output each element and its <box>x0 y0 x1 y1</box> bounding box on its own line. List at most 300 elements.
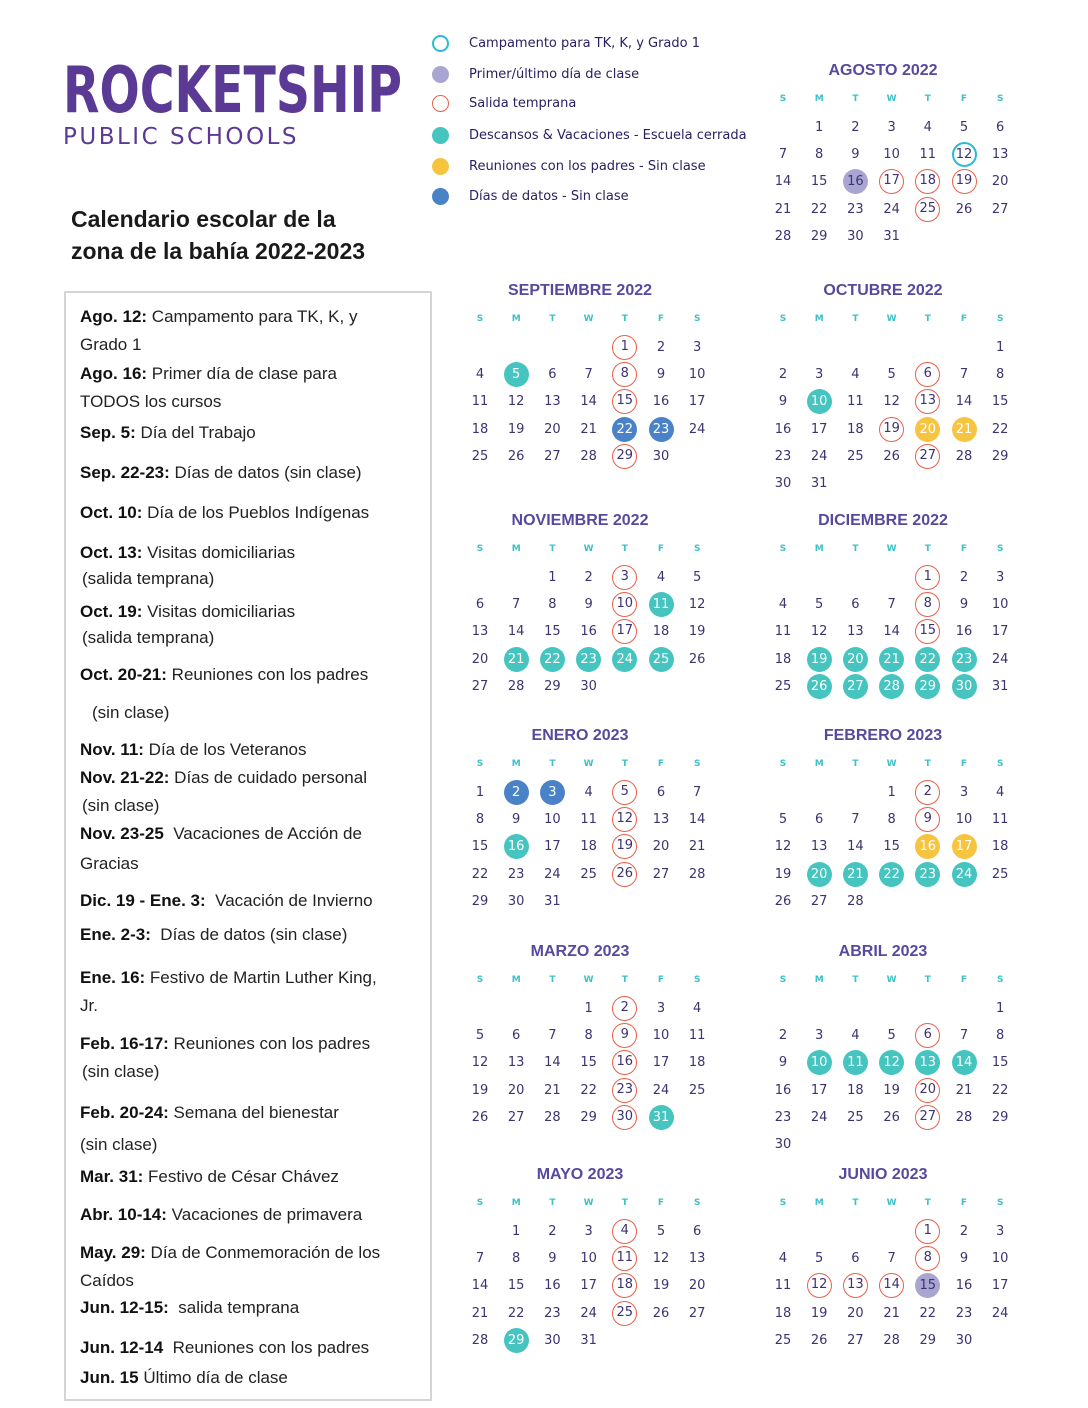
calendar-day: 27 <box>507 1109 525 1125</box>
event-date: Ene. 16: <box>80 968 146 987</box>
calendar-day: 1 <box>475 785 485 800</box>
month-title: ABRIL 2023 <box>838 943 928 960</box>
calendar-day: 17 <box>991 1278 1009 1294</box>
calendar-day: 14 <box>471 1278 489 1294</box>
calendar-day: 21 <box>688 839 706 855</box>
calendar-day: 1 <box>584 1001 593 1016</box>
weekday-header: T <box>549 314 556 324</box>
calendar-day-break: 24 <box>952 862 977 887</box>
calendar-day: 12 <box>774 839 792 855</box>
calendar-day: 17 <box>991 624 1009 640</box>
calendar-day: 9 <box>656 367 666 383</box>
calendar-day: 10 <box>955 812 973 828</box>
calendar-day: 24 <box>991 651 1009 667</box>
calendar-day: 7 <box>584 367 593 383</box>
calendar-day: 26 <box>471 1109 489 1125</box>
event-description: Visitas domiciliarias <box>142 543 296 562</box>
event-description: Día del Trabajo <box>135 423 256 442</box>
calendar-day: 1 <box>512 1224 521 1239</box>
calendar-day: 2 <box>656 340 666 355</box>
event-continuation: (sin clase) <box>92 703 170 722</box>
calendar-day-early: 15 <box>915 619 940 644</box>
calendar-day-early: 2 <box>612 996 637 1021</box>
weekday-header: W <box>886 544 897 554</box>
weekday-header: S <box>476 1198 484 1208</box>
calendar-day: 29 <box>991 448 1009 464</box>
calendar-day: 2 <box>959 570 969 585</box>
weekday-header: T <box>621 544 628 554</box>
calendar-day: 26 <box>652 1305 670 1321</box>
calendar-day: 23 <box>955 1305 973 1321</box>
calendar-day: 4 <box>996 785 1005 800</box>
event-date: Mar. 31: <box>80 1167 144 1186</box>
calendar-day: 7 <box>548 1028 557 1044</box>
event-item <box>80 1364 288 1392</box>
calendar-day: 22 <box>991 421 1009 437</box>
event-item <box>80 303 357 331</box>
calendar-day-early: 11 <box>612 1246 637 1271</box>
event-description: Día de Conmemoración de los <box>145 1243 381 1262</box>
weekday-header: W <box>583 1198 594 1208</box>
event-description: Vacación de Invierno <box>205 891 373 910</box>
calendar-day: 16 <box>955 624 973 640</box>
weekday-header: W <box>886 1198 897 1208</box>
calendar-day: 9 <box>959 1251 969 1267</box>
weekday-header: M <box>511 1198 521 1208</box>
weekday-header: W <box>886 975 897 985</box>
weekday-header: F <box>960 759 968 769</box>
calendar-day-early: 4 <box>612 1219 637 1244</box>
event-item <box>80 661 368 689</box>
calendar-day: 31 <box>991 678 1009 694</box>
calendar-day: 27 <box>471 678 489 694</box>
calendar-day: 6 <box>693 1224 702 1239</box>
calendar-day: 27 <box>810 893 828 909</box>
legend-label: Primer/último día de clase <box>469 67 640 82</box>
event-description: Días de datos (sin clase) <box>150 925 348 944</box>
calendar-day: 20 <box>652 839 670 855</box>
legend-swatch-break <box>432 127 449 144</box>
calendar-day: 21 <box>471 1305 489 1321</box>
calendar-day: 14 <box>774 174 792 190</box>
calendar-day: 10 <box>991 1251 1009 1267</box>
calendar-day: 13 <box>507 1055 525 1071</box>
legend-swatch-early <box>432 95 449 112</box>
weekday-header: W <box>583 975 594 985</box>
calendar-day: 20 <box>471 651 489 667</box>
legend-label: Descansos & Vacaciones - Escuela cerrada <box>469 128 747 143</box>
calendar-day: 31 <box>883 228 900 244</box>
calendar-day: 21 <box>883 1305 900 1321</box>
calendar-day-data: 23 <box>649 417 674 442</box>
event-item <box>80 1239 380 1267</box>
calendar-day-break: 14 <box>952 1050 977 1075</box>
calendar-day-early: 27 <box>915 444 940 469</box>
calendar-day-early: 14 <box>879 1273 904 1298</box>
calendar-day-break: 23 <box>952 647 977 672</box>
weekday-header: W <box>583 759 594 769</box>
weekday-header: T <box>924 314 931 324</box>
weekday-header: F <box>657 314 665 324</box>
weekday-header: W <box>583 544 594 554</box>
weekday-header: M <box>814 94 824 104</box>
calendar-day: 27 <box>652 866 670 882</box>
weekday-header: S <box>996 94 1004 104</box>
event-continuation: (sin clase) <box>82 796 160 815</box>
weekday-header: S <box>476 975 484 985</box>
calendar-day: 5 <box>815 1251 824 1267</box>
calendar-day: 28 <box>774 228 792 244</box>
calendar-day: 12 <box>507 394 525 410</box>
calendar-day-early: 8 <box>915 592 940 617</box>
calendar-day: 19 <box>688 624 706 640</box>
event-date: Ene. 2-3: <box>80 925 151 944</box>
title-line-1: Calendario escolar de la <box>71 206 336 232</box>
event-description: Campamento para TK, K, y <box>147 307 358 326</box>
event-item <box>80 1334 369 1362</box>
calendar-day: 24 <box>580 1305 597 1321</box>
calendar-day: 13 <box>471 624 489 640</box>
weekday-header: S <box>996 314 1004 324</box>
calendar-day: 15 <box>810 174 828 190</box>
event-date: Sep. 5: <box>80 423 136 442</box>
calendar-day-break: 23 <box>576 647 601 672</box>
calendar-day: 5 <box>475 1028 485 1044</box>
event-description: Vacaciones de primavera <box>166 1205 363 1224</box>
calendar-day: 18 <box>774 1305 792 1321</box>
calendar-day: 11 <box>774 1278 792 1294</box>
legend-item-firstlast <box>432 66 639 83</box>
calendar-day: 4 <box>778 597 788 613</box>
calendar-day: 3 <box>959 785 969 800</box>
weekday-header: S <box>693 759 701 769</box>
calendar-day: 26 <box>883 448 900 464</box>
calendar-day: 4 <box>923 120 932 135</box>
calendar-day: 11 <box>688 1028 706 1044</box>
calendar-day: 30 <box>544 1332 561 1348</box>
calendar-day: 3 <box>887 120 896 135</box>
calendar-day-break: 31 <box>649 1105 674 1130</box>
calendar-day-break: 5 <box>504 362 529 387</box>
calendar-day: 11 <box>991 812 1009 828</box>
calendar-day: 5 <box>887 1028 896 1044</box>
calendar-day: 26 <box>955 201 973 217</box>
event-continuation: Grado 1 <box>80 335 142 354</box>
weekday-header: T <box>549 1198 556 1208</box>
weekday-header: T <box>924 544 931 554</box>
event-description: Reuniones con los padres <box>168 1034 371 1053</box>
calendar-day-data: 22 <box>612 417 637 442</box>
calendar-day: 6 <box>656 785 666 800</box>
calendar-day: 15 <box>991 1055 1009 1071</box>
calendar-day: 4 <box>475 367 485 383</box>
calendar-day: 11 <box>847 394 864 410</box>
event-date: Feb. 16-17: <box>80 1034 169 1053</box>
calendar-day: 5 <box>693 570 702 585</box>
calendar-day-early: 2 <box>915 780 940 805</box>
calendar-day: 1 <box>548 570 557 585</box>
event-continuation: Gracias <box>80 854 139 873</box>
calendar-day: 18 <box>580 839 597 855</box>
calendar-day-break: 21 <box>504 647 529 672</box>
calendar-day: 8 <box>512 1251 521 1267</box>
weekday-header: S <box>996 1198 1004 1208</box>
event-date: Nov. 21-22: <box>80 768 170 787</box>
event-date: Oct. 20-21: <box>80 665 167 684</box>
calendar-day: 25 <box>688 1082 706 1098</box>
event-continuation: Jr. <box>80 996 98 1015</box>
calendar-day: 2 <box>851 120 860 135</box>
calendar-day-early: 29 <box>612 444 637 469</box>
calendar-day: 24 <box>991 1305 1009 1321</box>
event-date: Jun. 15 <box>80 1368 139 1387</box>
calendar-day: 11 <box>774 624 792 640</box>
month-title: ENERO 2023 <box>531 727 629 744</box>
calendar-day: 28 <box>955 1109 973 1125</box>
weekday-header: F <box>960 314 968 324</box>
weekday-header: T <box>621 314 628 324</box>
calendar-day: 24 <box>810 1109 828 1125</box>
calendar-day: 3 <box>815 1028 824 1044</box>
calendar-day: 1 <box>815 120 824 135</box>
weekday-header: S <box>476 759 484 769</box>
calendar-day: 8 <box>996 1028 1005 1044</box>
calendar-day-parent: 20 <box>915 417 940 442</box>
calendar-day: 7 <box>887 1251 896 1267</box>
calendar-day-break: 27 <box>843 674 868 699</box>
calendar-day: 4 <box>851 1028 860 1044</box>
calendar-day: 24 <box>652 1082 670 1098</box>
calendar-day-early: 23 <box>612 1078 637 1103</box>
calendar-day: 21 <box>955 1082 973 1098</box>
calendar-day: 29 <box>471 893 489 909</box>
event-item <box>80 459 362 487</box>
legend-swatch-parent <box>432 158 449 175</box>
weekday-header: S <box>693 314 701 324</box>
calendar-day: 7 <box>693 785 702 800</box>
calendar-day: 9 <box>512 812 521 828</box>
calendar-day: 16 <box>544 1278 561 1294</box>
weekday-header: T <box>852 1198 859 1208</box>
legend-label: Campamento para TK, K, y Grado 1 <box>469 36 701 51</box>
calendar-day: 10 <box>688 367 706 383</box>
calendar-day: 21 <box>544 1082 561 1098</box>
calendar-day: 28 <box>883 1332 900 1348</box>
weekday-header: S <box>476 314 484 324</box>
calendar-day: 29 <box>580 1109 597 1125</box>
calendar-day-early: 8 <box>915 1246 940 1271</box>
weekday-header: T <box>621 1198 628 1208</box>
calendar-day: 1 <box>996 1001 1005 1016</box>
calendar-day-early: 5 <box>612 780 637 805</box>
event-continuation: (sin clase) <box>80 1135 158 1154</box>
calendar-day: 6 <box>851 1251 860 1267</box>
calendar-day: 24 <box>544 866 561 882</box>
calendar-day: 17 <box>652 1055 670 1071</box>
calendar-day: 9 <box>778 394 788 410</box>
weekday-header: S <box>693 544 701 554</box>
calendar-day-early: 1 <box>915 565 940 590</box>
legend-item-parent <box>432 158 706 175</box>
event-description: Día de los Veteranos <box>143 740 307 759</box>
weekday-header: M <box>814 544 824 554</box>
calendar-day-early: 15 <box>612 389 637 414</box>
events-list-box <box>64 291 432 1401</box>
calendar-day-break: 20 <box>807 862 832 887</box>
calendar-day: 23 <box>544 1305 561 1321</box>
calendar-day: 6 <box>475 597 485 613</box>
calendar-day: 21 <box>580 421 597 437</box>
calendar-day: 18 <box>652 624 670 640</box>
calendar-day: 4 <box>656 570 666 585</box>
calendar-day-early: 17 <box>612 619 637 644</box>
event-item <box>80 499 369 527</box>
calendar-day: 27 <box>688 1305 706 1321</box>
calendar-day: 23 <box>774 1109 792 1125</box>
event-date: Oct. 13: <box>80 543 143 562</box>
calendar-day-early: 26 <box>612 862 637 887</box>
weekday-header: T <box>852 314 859 324</box>
calendar-day: 17 <box>580 1278 597 1294</box>
weekday-header: W <box>886 759 897 769</box>
month-title: AGOSTO 2022 <box>828 62 938 79</box>
calendar-day: 31 <box>810 476 828 491</box>
calendar-day-early: 27 <box>915 1105 940 1130</box>
weekday-header: F <box>960 94 968 104</box>
calendar-day: 25 <box>847 1109 864 1125</box>
calendar-day: 20 <box>507 1082 525 1098</box>
weekday-header: T <box>621 975 628 985</box>
legend-label: Días de datos - Sin clase <box>469 189 629 204</box>
calendar-day: 30 <box>774 1137 792 1152</box>
calendar-day-early: 30 <box>612 1105 637 1130</box>
calendar-day: 16 <box>580 624 597 640</box>
calendar-day-parent: 17 <box>952 834 977 859</box>
weekday-header: T <box>549 975 556 985</box>
calendar-day: 2 <box>778 1028 788 1044</box>
calendar-day: 11 <box>471 394 489 410</box>
calendar-day: 7 <box>887 597 896 613</box>
weekday-header: M <box>814 314 824 324</box>
calendar-day-parent: 16 <box>915 834 940 859</box>
event-description: Festivo de César Chávez <box>143 1167 339 1186</box>
calendar-day: 30 <box>774 476 792 491</box>
calendar-day: 25 <box>580 866 597 882</box>
logo-sub-text: PUBLIC SCHOOLS <box>63 124 300 150</box>
calendar-day: 30 <box>507 893 525 909</box>
calendar-day: 15 <box>507 1278 525 1294</box>
calendar-day: 13 <box>991 147 1009 163</box>
calendar-day: 6 <box>548 367 557 383</box>
legend-label: Salida temprana <box>469 96 577 111</box>
calendar-day-break: 19 <box>807 647 832 672</box>
calendar-day: 7 <box>475 1251 485 1267</box>
weekday-header: F <box>657 759 665 769</box>
calendar-day: 19 <box>652 1278 670 1294</box>
calendar-day: 28 <box>955 448 973 464</box>
calendar-day-break: 28 <box>879 674 904 699</box>
calendar-day-early: 16 <box>612 1050 637 1075</box>
calendar-day: 25 <box>774 678 792 694</box>
calendar-day-early: 13 <box>843 1273 868 1298</box>
calendar-day: 13 <box>652 812 670 828</box>
weekday-header: S <box>779 314 787 324</box>
event-item <box>80 921 347 949</box>
calendar-day: 22 <box>919 1305 937 1321</box>
calendar-day-early: 19 <box>612 834 637 859</box>
calendar-day: 6 <box>996 120 1005 135</box>
calendar-day: 24 <box>810 448 828 464</box>
calendar-day: 17 <box>810 421 828 437</box>
calendar-day: 26 <box>507 448 525 464</box>
calendar-day: 28 <box>580 448 597 464</box>
calendar-day: 22 <box>471 866 489 882</box>
weekday-header: S <box>693 975 701 985</box>
month-title: SEPTIEMBRE 2022 <box>507 282 653 299</box>
calendar-day-break: 12 <box>879 1050 904 1075</box>
weekday-header: F <box>657 1198 665 1208</box>
event-item <box>80 360 337 388</box>
calendar-day: 12 <box>471 1055 489 1071</box>
calendar-day: 5 <box>815 597 824 613</box>
calendar-day: 29 <box>991 1109 1009 1125</box>
calendar-day: 10 <box>580 1251 597 1267</box>
calendar-day: 16 <box>955 1278 973 1294</box>
calendar-day: 25 <box>774 1332 792 1348</box>
event-item <box>80 1201 362 1229</box>
calendar-day: 14 <box>955 394 973 410</box>
weekday-header: S <box>779 544 787 554</box>
calendar-day-early: 19 <box>952 169 977 194</box>
calendar-day: 3 <box>996 1224 1005 1239</box>
calendar-day: 19 <box>774 866 792 882</box>
calendar-day-data: 2 <box>504 780 529 805</box>
legend-label: Reuniones con los padres - Sin clase <box>469 159 706 174</box>
legend-item-early <box>432 95 576 112</box>
weekday-header: M <box>511 975 521 985</box>
calendar-day: 7 <box>959 1028 969 1044</box>
weekday-header: T <box>852 94 859 104</box>
calendar-day: 26 <box>883 1109 900 1125</box>
calendar-day: 30 <box>580 678 597 694</box>
weekday-header: S <box>476 544 484 554</box>
weekday-header: T <box>852 544 859 554</box>
calendar-day: 20 <box>991 174 1009 190</box>
calendar-day: 12 <box>810 624 828 640</box>
event-date: Nov. 11: <box>80 740 144 759</box>
calendar-day-early: 17 <box>879 169 904 194</box>
calendar-day: 29 <box>919 1332 937 1348</box>
calendar-day: 7 <box>959 367 969 383</box>
calendar-day-early: 6 <box>915 362 940 387</box>
calendar-day-break: 11 <box>649 592 674 617</box>
calendar-day-early: 19 <box>879 417 904 442</box>
calendar-day: 4 <box>584 785 593 800</box>
calendar-day: 26 <box>774 893 792 909</box>
calendar-day-early: 18 <box>915 169 940 194</box>
calendar-day: 14 <box>507 624 525 640</box>
calendar-day: 7 <box>851 812 860 828</box>
event-continuation: (sin clase) <box>82 1062 160 1081</box>
event-item <box>80 736 306 764</box>
logo-main-text: ROCKETSHIP <box>63 54 402 128</box>
calendar-day: 5 <box>959 120 969 135</box>
calendar-day: 28 <box>688 866 706 882</box>
calendar-day-break: 25 <box>649 647 674 672</box>
event-item <box>80 1163 339 1191</box>
event-description: Vacaciones de Acción de <box>163 824 362 843</box>
calendar-day: 29 <box>810 228 828 244</box>
